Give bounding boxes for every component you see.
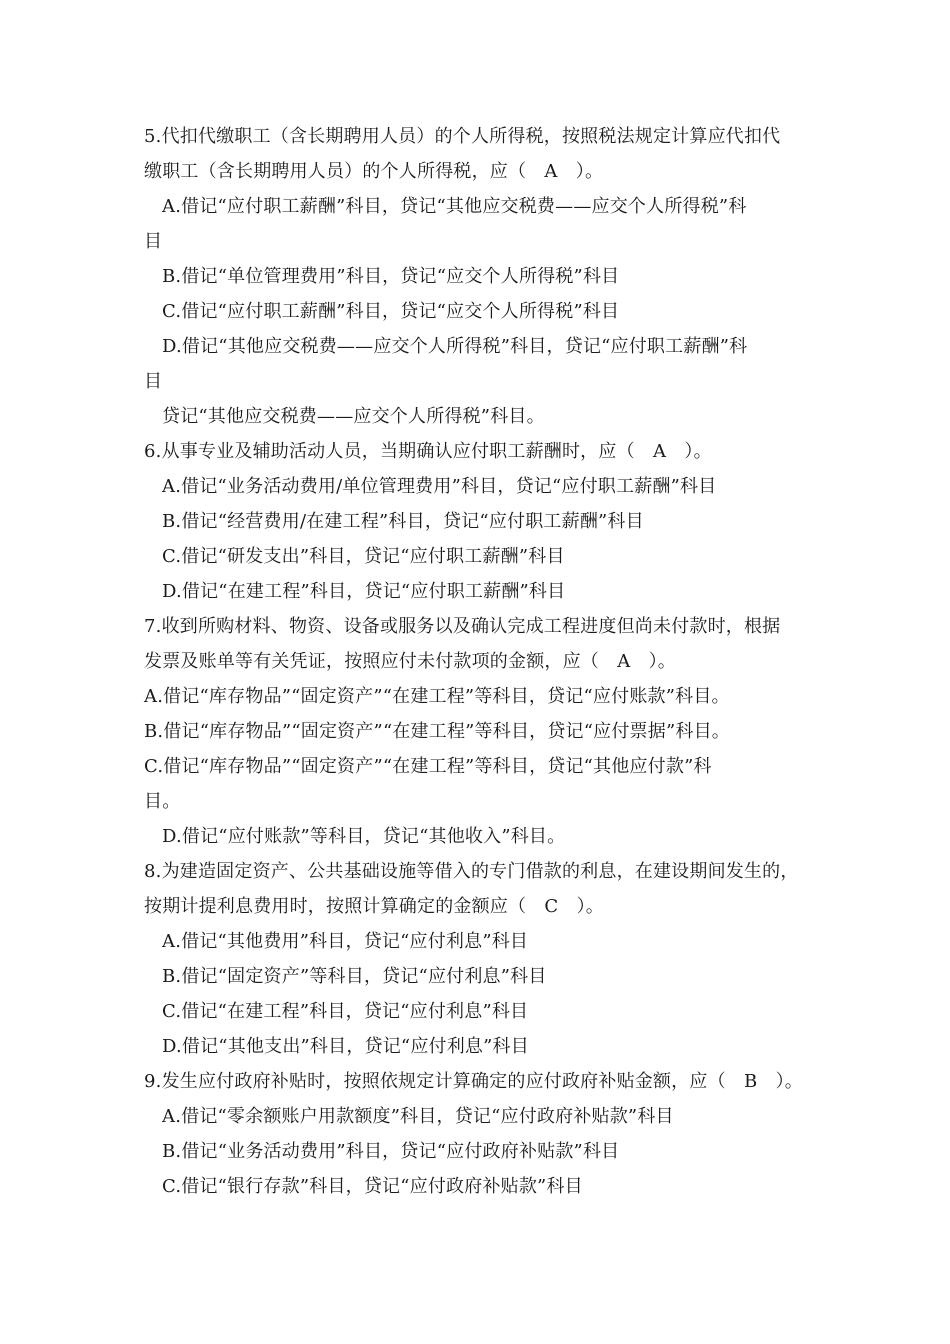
option-line: A.借记“零余额账户用款额度”科目，贷记“应付政府补贴款”科目 [162, 1106, 674, 1127]
text-line: 缴职工（含长期聘用人员）的个人所得税，应（ A ）。 [144, 161, 604, 182]
option-line: C.借记“应付职工薪酬”科目，贷记“应交个人所得税”科目 [162, 301, 620, 322]
text-line: 目 [144, 371, 163, 392]
option-line: C.借记“库存物品”“固定资产”“在建工程”等科目，贷记“其他应付款”科 [144, 756, 712, 777]
option-line: B.借记“业务活动费用”科目，贷记“应付政府补贴款”科目 [162, 1141, 620, 1162]
question-line: 6.从事专业及辅助活动人员，当期确认应付职工薪酬时，应（ A ）。 [144, 441, 712, 462]
text-line: 目。 [144, 791, 181, 812]
option-line: D.借记“其他支出”科目，贷记“应付利息”科目 [162, 1036, 529, 1057]
option-line: B.借记“经营费用/在建工程”科目，贷记“应付职工薪酬”科目 [162, 511, 644, 532]
question-line: 9.发生应付政府补贴时，按照依规定计算确定的应付政府补贴金额，应（ B ）。 [144, 1071, 803, 1092]
option-line: D.借记“应付账款”等科目，贷记“其他收入”科目。 [162, 826, 566, 847]
option-line: D.借记“其他应交税费——应交个人所得税”科目，贷记“应付职工薪酬”科 [162, 336, 748, 357]
option-line: A.借记“业务活动费用/单位管理费用”科目，贷记“应付职工薪酬”科目 [162, 476, 717, 497]
option-line: C.借记“在建工程”科目，贷记“应付利息”科目 [162, 1001, 529, 1022]
text-line: 贷记“其他应交税费——应交个人所得税”科目。 [162, 406, 545, 427]
text-line: 5.代扣代缴职工（含长期聘用人员）的个人所得税，按照税法规定计算应代扣代 [144, 126, 781, 147]
text-line: 目 [144, 231, 163, 252]
option-line: B.借记“单位管理费用”科目，贷记“应交个人所得税”科目 [162, 266, 620, 287]
option-line: C.借记“银行存款”科目，贷记“应付政府补贴款”科目 [162, 1176, 583, 1197]
option-line: B.借记“固定资产”等科目，贷记“应付利息”科目 [162, 966, 547, 987]
option-line: B.借记“库存物品”“固定资产”“在建工程”等科目，贷记“应付票据”科目。 [144, 721, 730, 742]
option-line: C.借记“研发支出”科目，贷记“应付职工薪酬”科目 [162, 546, 565, 567]
option-line: A.借记“库存物品”“固定资产”“在建工程”等科目，贷记“应付账款”科目。 [144, 686, 730, 707]
question-line: 8.为建造固定资产、公共基础设施等借入的专门借款的利息，在建设期间发生的， [144, 861, 799, 882]
option-line: A.借记“其他费用”科目，贷记“应付利息”科目 [162, 931, 529, 952]
option-line: A.借记“应付职工薪酬”科目，贷记“其他应交税费——应交个人所得税”科 [162, 196, 747, 217]
text-line: 发票及账单等有关凭证，按照应付未付款项的金额，应（ A ）。 [144, 651, 676, 672]
question-text-block [144, 119, 824, 1204]
option-line: D.借记“在建工程”科目，贷记“应付职工薪酬”科目 [162, 581, 566, 602]
question-line: 7.收到所购材料、物资、设备或服务以及确认完成工程进度但尚未付款时，根据 [144, 616, 781, 637]
text-line: 按期计提利息费用时，按照计算确定的金额应（ C ）。 [144, 896, 604, 917]
